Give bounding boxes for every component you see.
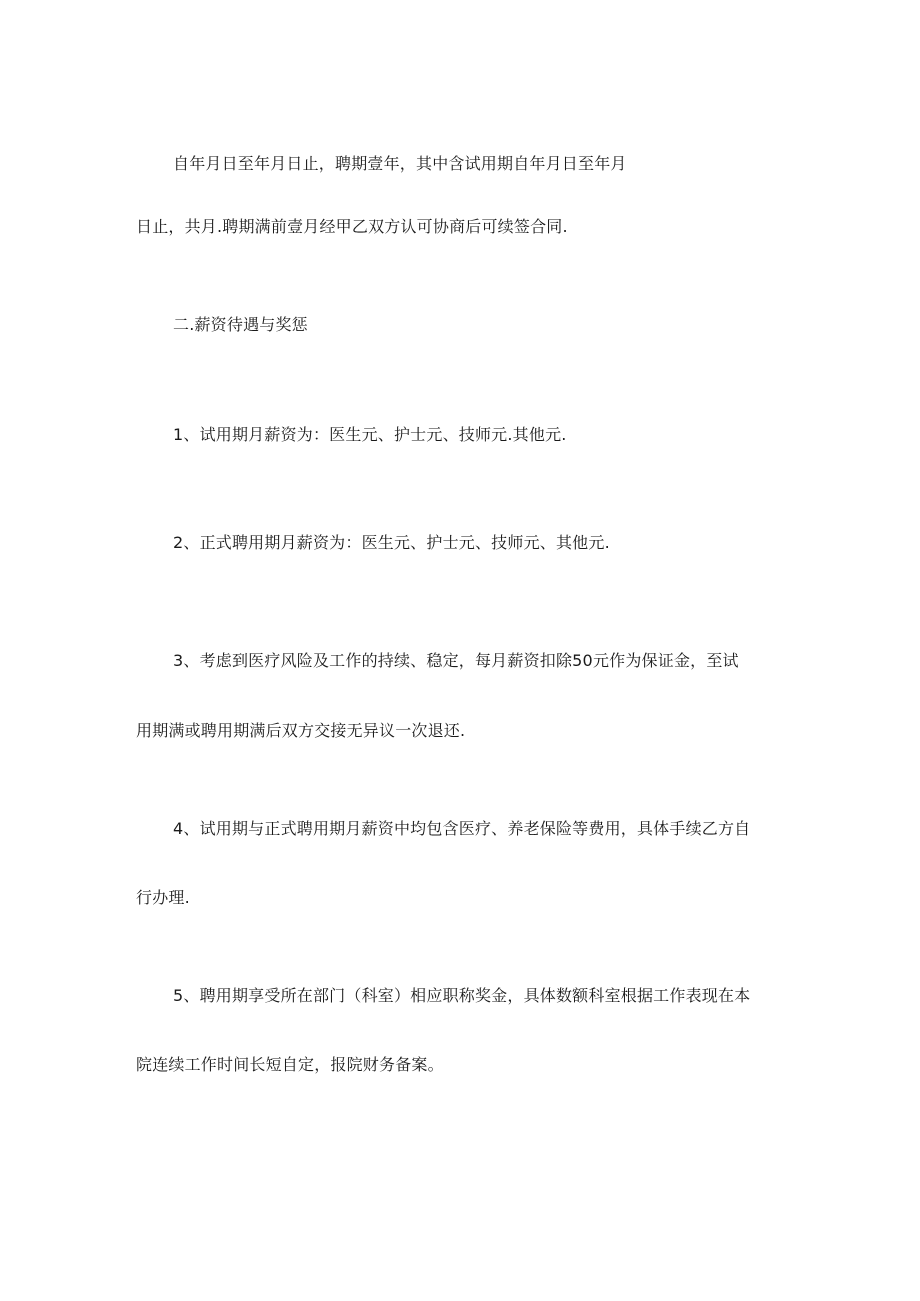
list-item-4-line-1: 4、试用期与正式聘用期月薪资中均包含医疗、养老保险等费用，具体手续乙方自 (173, 819, 751, 838)
list-item-5-line-1: 5、聘用期享受所在部门（科室）相应职称奖金，具体数额科室根据工作表现在本 (173, 986, 751, 1005)
list-item-5-line-2: 院连续工作时间长短自定，报院财务备案。 (136, 1055, 444, 1074)
list-item-2-line-1: 2、正式聘用期月薪资为：医生元、护士元、技师元、其他元. (173, 533, 610, 552)
section-heading: 二.薪资待遇与奖惩 (173, 315, 308, 334)
list-item-3-line-1: 3、考虑到医疗风险及工作的持续、稳定，每月薪资扣除50元作为保证金，至试 (173, 651, 739, 670)
term-paragraph-line-2: 日止，共月.聘期满前壹月经甲乙双方认可协商后可续签合同. (136, 217, 568, 236)
list-item-4-line-2: 行办理. (136, 888, 190, 907)
term-paragraph-line-1: 自年月日至年月日止，聘期壹年，其中含试用期自年月日至年月 (173, 154, 627, 173)
list-item-3-line-2: 用期满或聘用期满后双方交接无异议一次退还. (136, 721, 466, 740)
list-item-1-line-1: 1、试用期月薪资为：医生元、护士元、技师元.其他元. (173, 425, 567, 444)
